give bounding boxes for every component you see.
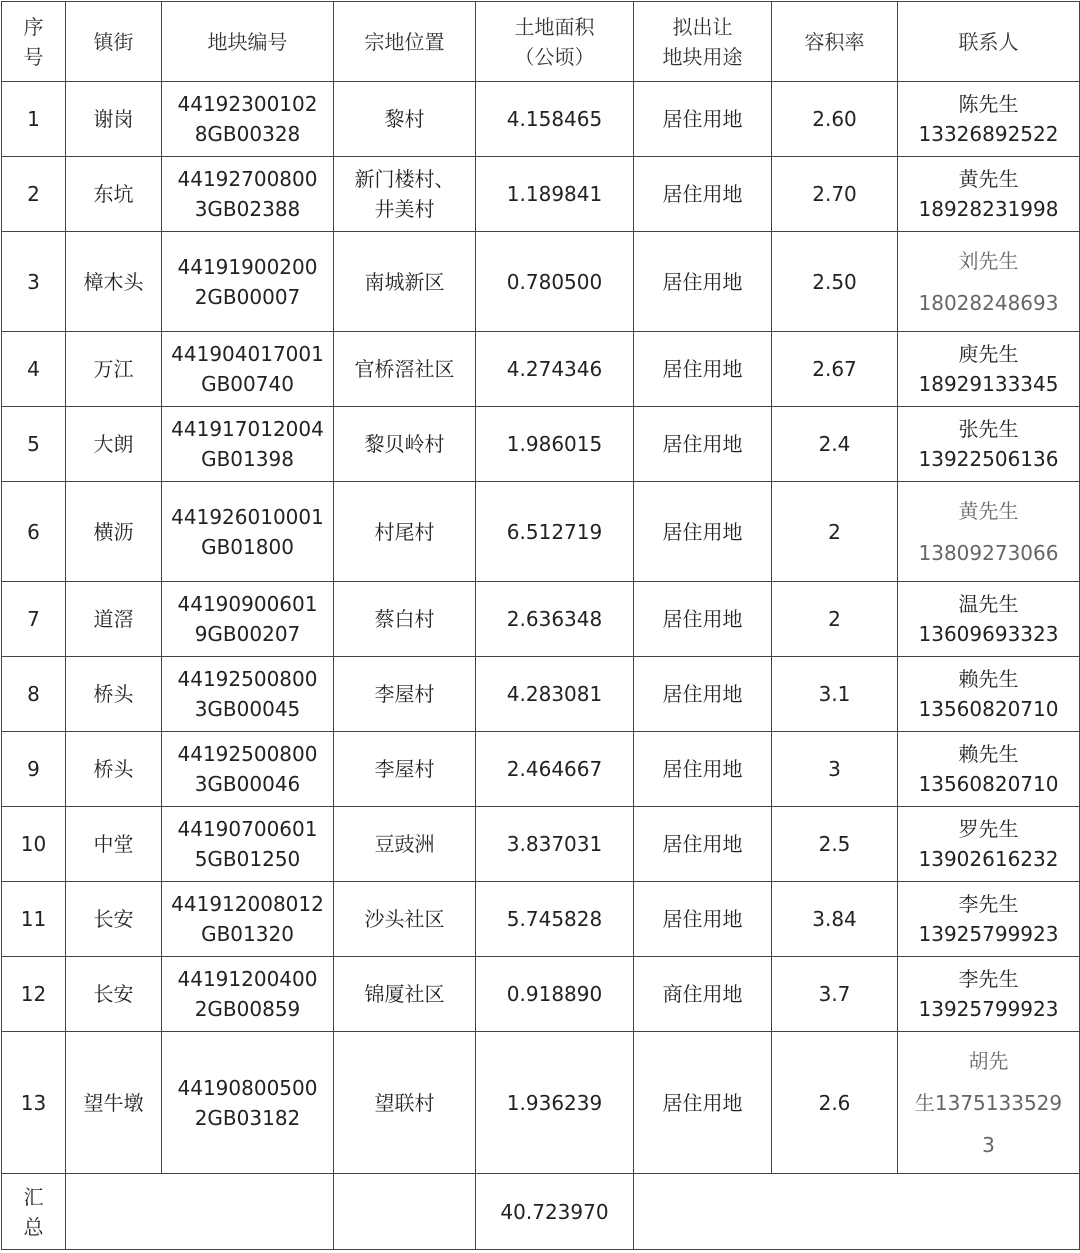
row-far: 2: [772, 582, 898, 657]
row-number: 2: [2, 157, 66, 232]
row-number: 5: [2, 407, 66, 482]
row-location: 李屋村: [334, 732, 476, 807]
row-area: 0.918890: [476, 957, 634, 1032]
row-use: 居住用地: [634, 732, 772, 807]
row-town: 东坑: [66, 157, 162, 232]
total-area: 40.723970: [476, 1174, 634, 1250]
table-row: [2, 157, 1080, 232]
row-town: 桥头: [66, 732, 162, 807]
row-far: 2.60: [772, 82, 898, 157]
row-location: 李屋村: [334, 657, 476, 732]
row-use: 居住用地: [634, 332, 772, 407]
row-contact: 李先生 13925799923: [898, 957, 1080, 1032]
row-location: 村尾村: [334, 482, 476, 582]
table-row: [2, 482, 1080, 582]
row-contact: 李先生 13925799923: [898, 882, 1080, 957]
header-town: 镇街: [66, 2, 162, 82]
land-table: [1, 1, 1080, 1250]
row-town: 桥头: [66, 657, 162, 732]
row-area: 4.158465: [476, 82, 634, 157]
row-code: 44191200400 2GB00859: [162, 957, 334, 1032]
row-location: 沙头社区: [334, 882, 476, 957]
row-far: 3: [772, 732, 898, 807]
table-row: [2, 882, 1080, 957]
row-far: 2.4: [772, 407, 898, 482]
row-number: 6: [2, 482, 66, 582]
row-number: 8: [2, 657, 66, 732]
row-use: 居住用地: [634, 232, 772, 332]
row-number: 10: [2, 807, 66, 882]
row-contact: 赖先生 13560820710: [898, 657, 1080, 732]
row-location: 豆豉洲: [334, 807, 476, 882]
row-contact: 赖先生 13560820710: [898, 732, 1080, 807]
row-town: 长安: [66, 882, 162, 957]
row-code: 44191900200 2GB00007: [162, 232, 334, 332]
row-location: 黎贝岭村: [334, 407, 476, 482]
header-seq: 序 号: [2, 2, 66, 82]
row-use: 居住用地: [634, 582, 772, 657]
row-number: 11: [2, 882, 66, 957]
row-area: 2.636348: [476, 582, 634, 657]
row-town: 樟木头: [66, 232, 162, 332]
row-code: 44190900601 9GB00207: [162, 582, 334, 657]
row-code: 44192500800 3GB00045: [162, 657, 334, 732]
row-town: 中堂: [66, 807, 162, 882]
row-number: 1: [2, 82, 66, 157]
row-far: 2.50: [772, 232, 898, 332]
table-row: [2, 732, 1080, 807]
row-use: 居住用地: [634, 157, 772, 232]
row-use: 居住用地: [634, 482, 772, 582]
row-far: 2.67: [772, 332, 898, 407]
table-row: [2, 332, 1080, 407]
table-row: [2, 407, 1080, 482]
row-area: 4.283081: [476, 657, 634, 732]
row-code: 441912008012 GB01320: [162, 882, 334, 957]
row-number: 3: [2, 232, 66, 332]
row-town: 大朗: [66, 407, 162, 482]
total-empty-2: [334, 1174, 476, 1250]
row-location: 官桥滘社区: [334, 332, 476, 407]
row-code: 44190700601 5GB01250: [162, 807, 334, 882]
row-code: 44192700800 3GB02388: [162, 157, 334, 232]
header-far: 容积率: [772, 2, 898, 82]
row-town: 万江: [66, 332, 162, 407]
row-use: 居住用地: [634, 407, 772, 482]
table-row: [2, 657, 1080, 732]
row-town: 横沥: [66, 482, 162, 582]
row-use: 商住用地: [634, 957, 772, 1032]
row-contact: 胡先 生1375133529 3: [898, 1032, 1080, 1174]
total-empty-1: [66, 1174, 334, 1250]
header-row: [2, 2, 1080, 82]
row-number: 12: [2, 957, 66, 1032]
row-far: 3.1: [772, 657, 898, 732]
row-code: 44192300102 8GB00328: [162, 82, 334, 157]
row-location: 新门楼村、 井美村: [334, 157, 476, 232]
row-far: 3.84: [772, 882, 898, 957]
table-row: [2, 582, 1080, 657]
row-contact: 罗先生 13902616232: [898, 807, 1080, 882]
row-location: 锦厦社区: [334, 957, 476, 1032]
row-code: 44190800500 2GB03182: [162, 1032, 334, 1174]
row-contact: 温先生 13609693323: [898, 582, 1080, 657]
row-code: 44192500800 3GB00046: [162, 732, 334, 807]
row-code: 441917012004 GB01398: [162, 407, 334, 482]
table-row: [2, 232, 1080, 332]
row-area: 4.274346: [476, 332, 634, 407]
row-contact: 张先生 13922506136: [898, 407, 1080, 482]
row-use: 居住用地: [634, 882, 772, 957]
row-location: 望联村: [334, 1032, 476, 1174]
row-use: 居住用地: [634, 657, 772, 732]
row-code: 441926010001 GB01800: [162, 482, 334, 582]
header-contact: 联系人: [898, 2, 1080, 82]
table-row: [2, 807, 1080, 882]
row-contact: 黄先生 18928231998: [898, 157, 1080, 232]
total-empty-3: [634, 1174, 1080, 1250]
table-row: [2, 957, 1080, 1032]
row-location: 南城新区: [334, 232, 476, 332]
row-contact: 刘先生 18028248693: [898, 232, 1080, 332]
row-area: 1.986015: [476, 407, 634, 482]
row-town: 望牛墩: [66, 1032, 162, 1174]
row-number: 7: [2, 582, 66, 657]
row-area: 1.936239: [476, 1032, 634, 1174]
row-code: 441904017001 GB00740: [162, 332, 334, 407]
row-area: 5.745828: [476, 882, 634, 957]
row-far: 2.6: [772, 1032, 898, 1174]
row-far: 2.70: [772, 157, 898, 232]
row-use: 居住用地: [634, 1032, 772, 1174]
row-area: 6.512719: [476, 482, 634, 582]
row-town: 道滘: [66, 582, 162, 657]
row-number: 4: [2, 332, 66, 407]
header-use: 拟出让 地块用途: [634, 2, 772, 82]
row-contact: 黄先生 13809273066: [898, 482, 1080, 582]
row-location: 蔡白村: [334, 582, 476, 657]
total-label: 汇 总: [2, 1174, 66, 1250]
row-town: 长安: [66, 957, 162, 1032]
row-contact: 陈先生 13326892522: [898, 82, 1080, 157]
table-row: [2, 82, 1080, 157]
row-town: 谢岗: [66, 82, 162, 157]
row-area: 3.837031: [476, 807, 634, 882]
row-area: 2.464667: [476, 732, 634, 807]
row-location: 黎村: [334, 82, 476, 157]
row-contact: 庾先生 18929133345: [898, 332, 1080, 407]
header-location: 宗地位置: [334, 2, 476, 82]
row-far: 3.7: [772, 957, 898, 1032]
row-use: 居住用地: [634, 82, 772, 157]
header-area: 土地面积 （公顷）: [476, 2, 634, 82]
row-far: 2.5: [772, 807, 898, 882]
row-area: 1.189841: [476, 157, 634, 232]
table-row: [2, 1032, 1080, 1174]
row-use: 居住用地: [634, 807, 772, 882]
header-code: 地块编号: [162, 2, 334, 82]
row-area: 0.780500: [476, 232, 634, 332]
total-row: [2, 1174, 1080, 1250]
row-number: 13: [2, 1032, 66, 1174]
row-number: 9: [2, 732, 66, 807]
row-far: 2: [772, 482, 898, 582]
